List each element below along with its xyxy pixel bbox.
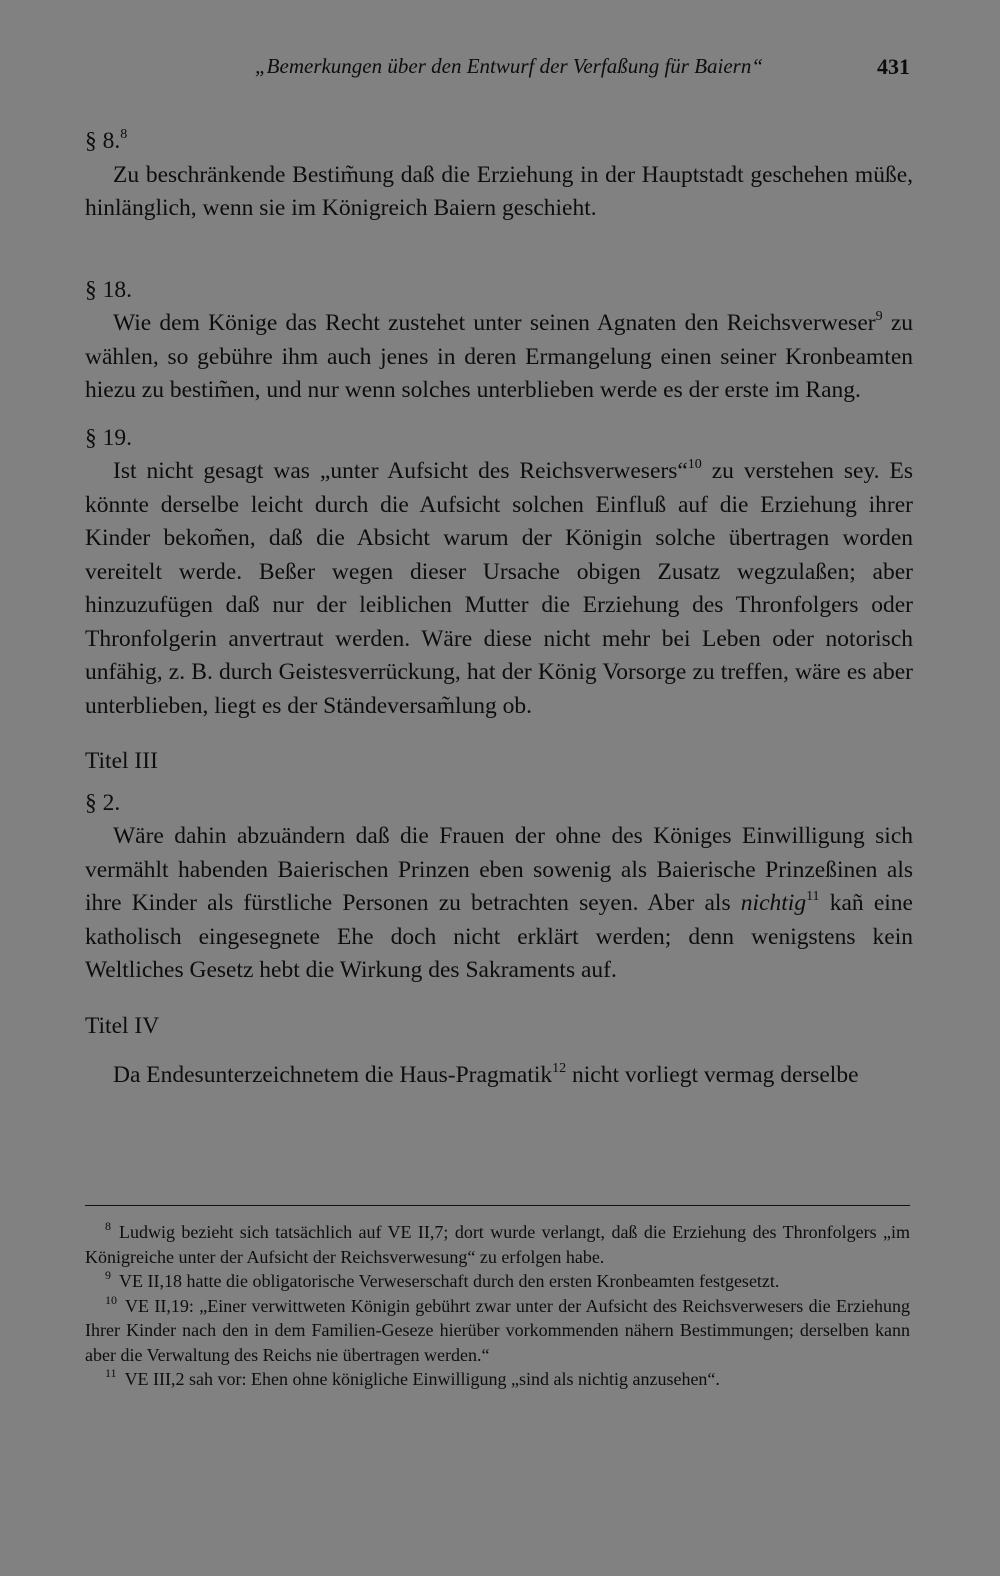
section-heading: § 2. — [85, 789, 121, 816]
running-title: „Bemerkungen über den Entwurf der Verfaßung für Baiern“ — [255, 54, 764, 78]
paragraph: Wie dem Könige das Recht zustehet unter seinen Agnaten den Reichsverweser$^9$ zu wählen, so gebühre ihm auch jenes in deren Ermangelung einen seiner Kronbeamten hiezu zu bestim̃en, und nur wenn solches unterblieben werde es der erste im Rang. — [85, 309, 914, 403]
footnote: $^9$ VE II,18 hatte die obligatorische Verweserschaft durch den ersten Kronbeamten festgesetzt. — [105, 1268, 780, 1291]
section-par-18 — [85, 274, 913, 408]
section-par-19 — [85, 422, 913, 724]
footnote: $^{11}$ VE III,2 sah vor: Ehen ohne königliche Einwilligung „sind als nichtig anzusehen“. — [105, 1366, 720, 1389]
chapter-title: Titel III — [85, 748, 158, 774]
paragraph: Wäre dahin abzuändern daß die Frauen der ohne des Königes Einwilligung sich vermählt habenden Baierischen Prinzen eben sowenig als Baierische Prinzeßinen als ihre Kinder als fürstliche Personen zu betrachten seyen. Aber als nichtig$^{11}$ kañ eine katholisch eingesegnete Ehe doch nicht erklärt werden; denn wenigstens kein Weltliches Gesetz hebt die Wirkung des Sakraments auf. — [85, 823, 913, 983]
running-header — [255, 54, 915, 79]
footnote-mark: 11 — [105, 1366, 117, 1380]
section-heading: § 18. — [85, 276, 132, 303]
footnote: $^8$ Ludwig bezieht sich tatsächlich auf VE II,7; dort wurde verlangt, daß die Erziehung des Thronfolgers „im Königreiche unter der Aufsicht der Reichsverwesung“ zu erfolgen habe. — [85, 1219, 910, 1267]
section-heading: § 8.$^8$ — [85, 127, 128, 154]
footnote-ref: 11 — [806, 889, 820, 904]
section-heading: § 19. — [85, 424, 132, 451]
emphasis: nichtig — [740, 890, 807, 916]
paragraph: Da Endesunterzeichnetem die Haus-Pragmatik$^{12}$ nicht vorliegt vermag derselbe — [113, 1061, 859, 1088]
chapter-title: Titel IV — [85, 1012, 160, 1039]
paragraph: Ist nicht gesagt was „unter Aufsicht des Reichsverwesers“$^{10}$ zu verstehen sey. Es könnte derselbe leicht durch die Aufsicht solchen Einfluß auf die Erziehung ihrer Kinder bekom̃en, daß die Absicht warum der Königin solche übertragen worden vereitelt werde. Beßer wegen dieser Ursache obigen Zusatz wegzulaßen; aber hinzuzufügen daß nur der leiblichen Mutter die Erziehung des Thronfolgers oder Thronfolgerin anvertraut werden. Wäre diese nicht mehr bei Leben oder notorisch unfähig, z. B. durch Geistesverrückung, hat der König Vorsorge zu treffen, wäre es aber unterblieben, liegt es der Ständeversam̃lung ob. — [85, 457, 913, 719]
footnote-ref: 10 — [687, 457, 702, 472]
footnote-ref: 9 — [875, 309, 883, 324]
page-number: 431 — [877, 54, 910, 79]
footnote-mark: 8 — [105, 1219, 111, 1233]
main-text — [85, 125, 913, 1093]
footnote-separator — [85, 1205, 910, 1206]
footnote: $^{10}$ VE II,19: „Einer verwittweten Königin gebührt zwar unter der Aufsicht des Reichsverwesers die Erziehung Ihrer Kinder nach den in dem Familien-Geseze hierüber vorkommenden nähern Bestimmungen; derselben kann aber die Verwaltung des Reichs nie übertragen werden.“ — [85, 1292, 910, 1365]
section-titel-iv — [85, 1010, 913, 1093]
footnote-ref: 12 — [552, 1061, 567, 1076]
paragraph: Zu beschränkende Bestim̃ung daß die Erziehung in der Hauptstadt geschehen müße, hinlänglich, wenn sie im Königreich Baiern geschieht. — [85, 161, 913, 221]
footnotes — [85, 1205, 910, 1392]
section-par-8 — [85, 125, 913, 226]
footnote-ref: 8 — [120, 127, 128, 142]
footnote-mark: 10 — [105, 1292, 117, 1307]
footnote-mark: 9 — [105, 1268, 111, 1282]
section-titel-iii — [85, 745, 913, 988]
